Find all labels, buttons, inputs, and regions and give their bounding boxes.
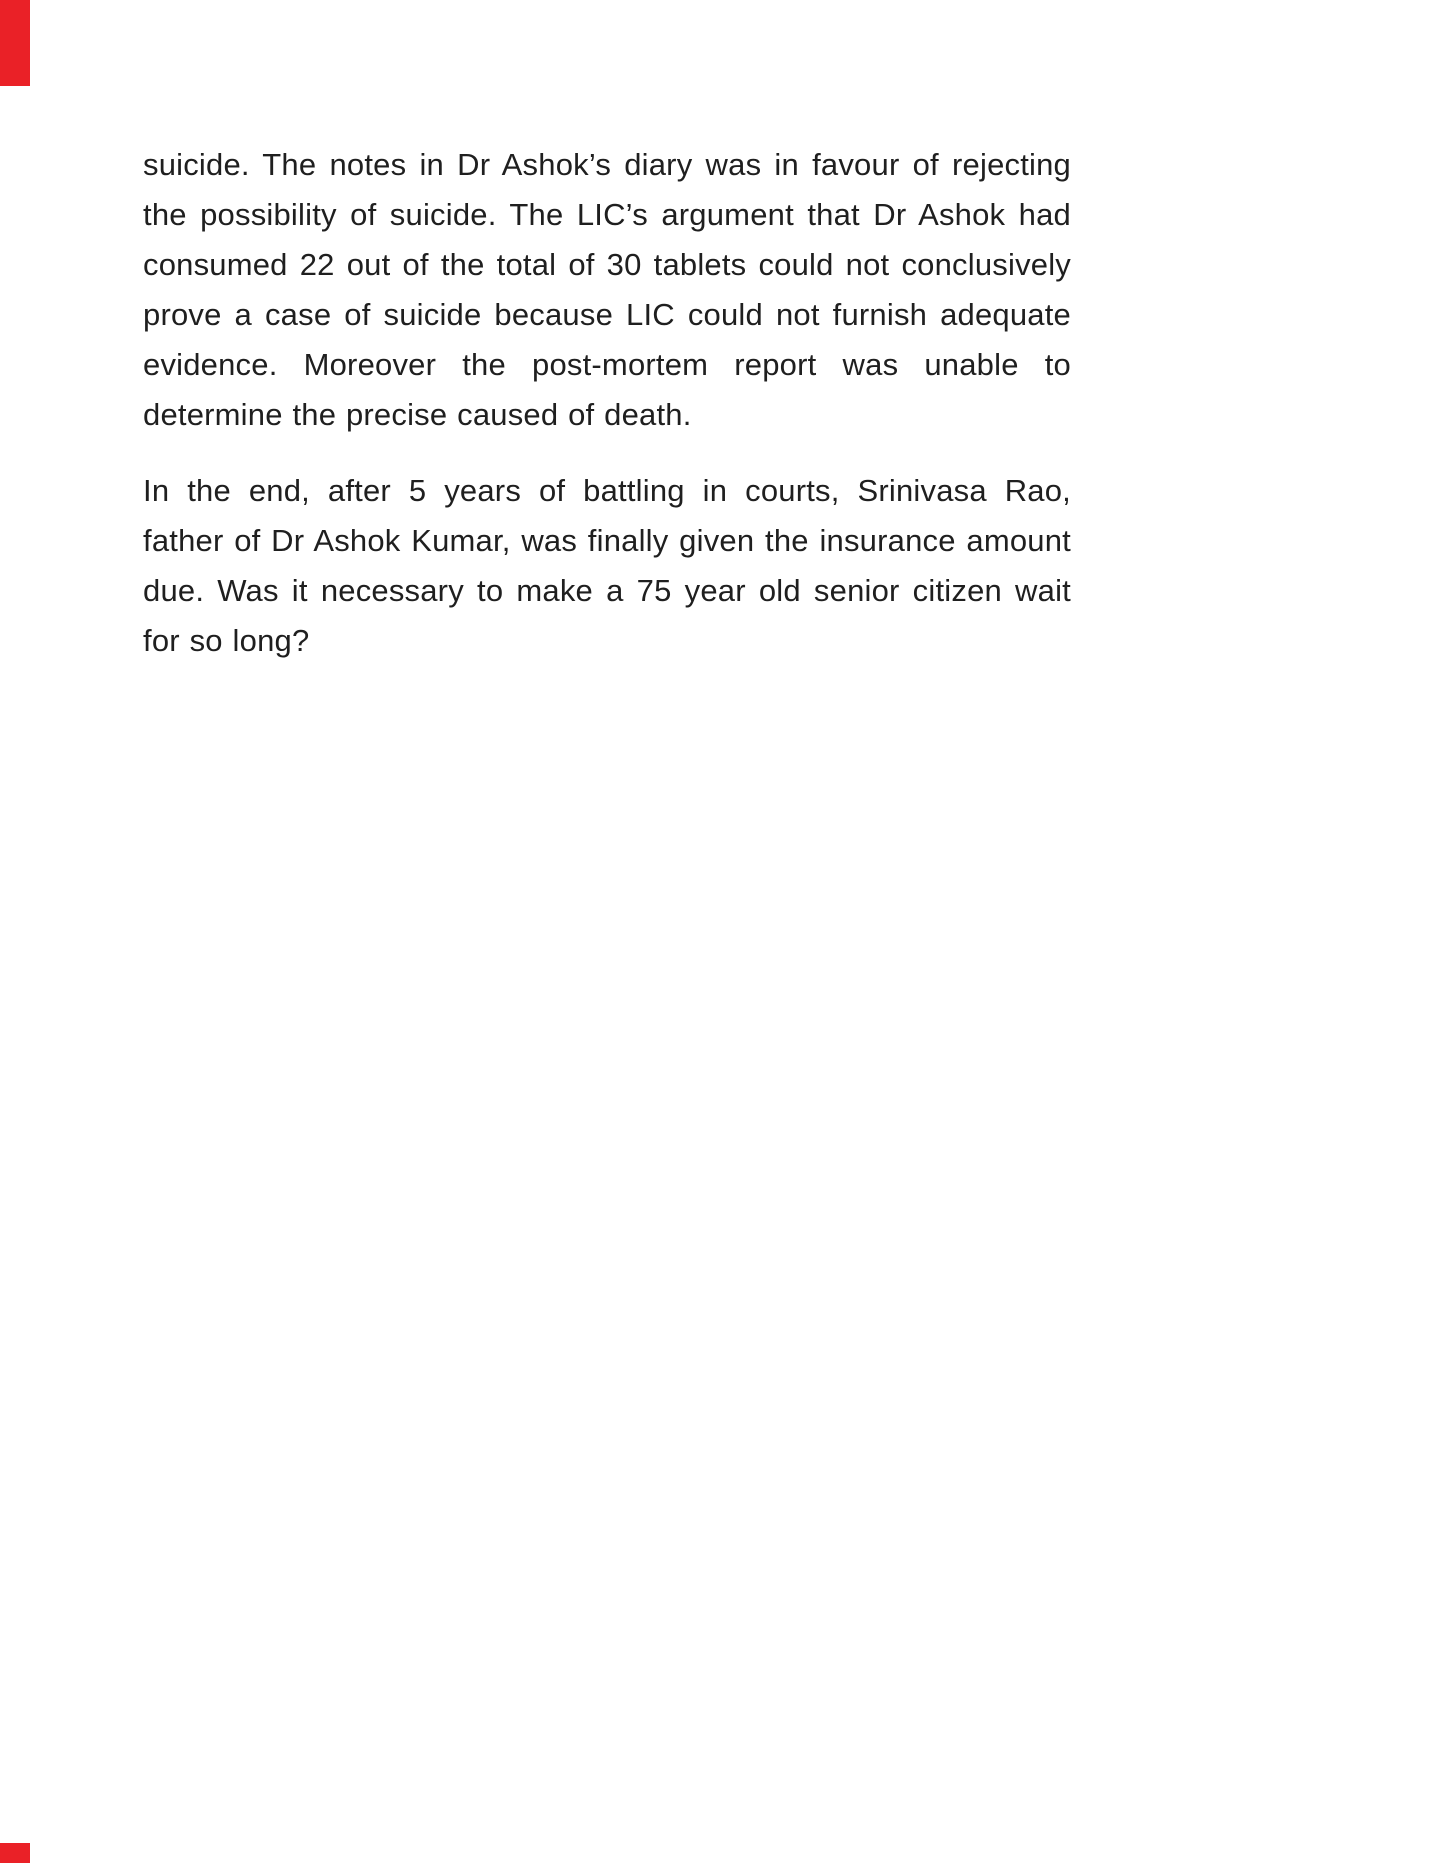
red-edge-mark-bottom: [0, 1843, 30, 1863]
red-edge-mark-top: [0, 0, 30, 86]
paragraph-2: In the end, after 5 years of battling in courts, Srinivasa Rao, father of Dr Ashok Kumar, was finally given the insurance amount due. Was it necessary to make a 75 year old senior citizen wait for so long?: [143, 473, 1071, 658]
paragraph-1: suicide. The notes in Dr Ashok’s diary was in favour of rejecting the possibility of suicide. The LIC’s argument that Dr Ashok had consumed 22 out of the total of 30 tablets could not conclusively prove a case of suicide because LIC could not furnish adequate evidence. Moreover the post-mortem report was unable to determine the precise caused of death.: [143, 147, 1071, 432]
document-text-block: [143, 140, 1071, 666]
